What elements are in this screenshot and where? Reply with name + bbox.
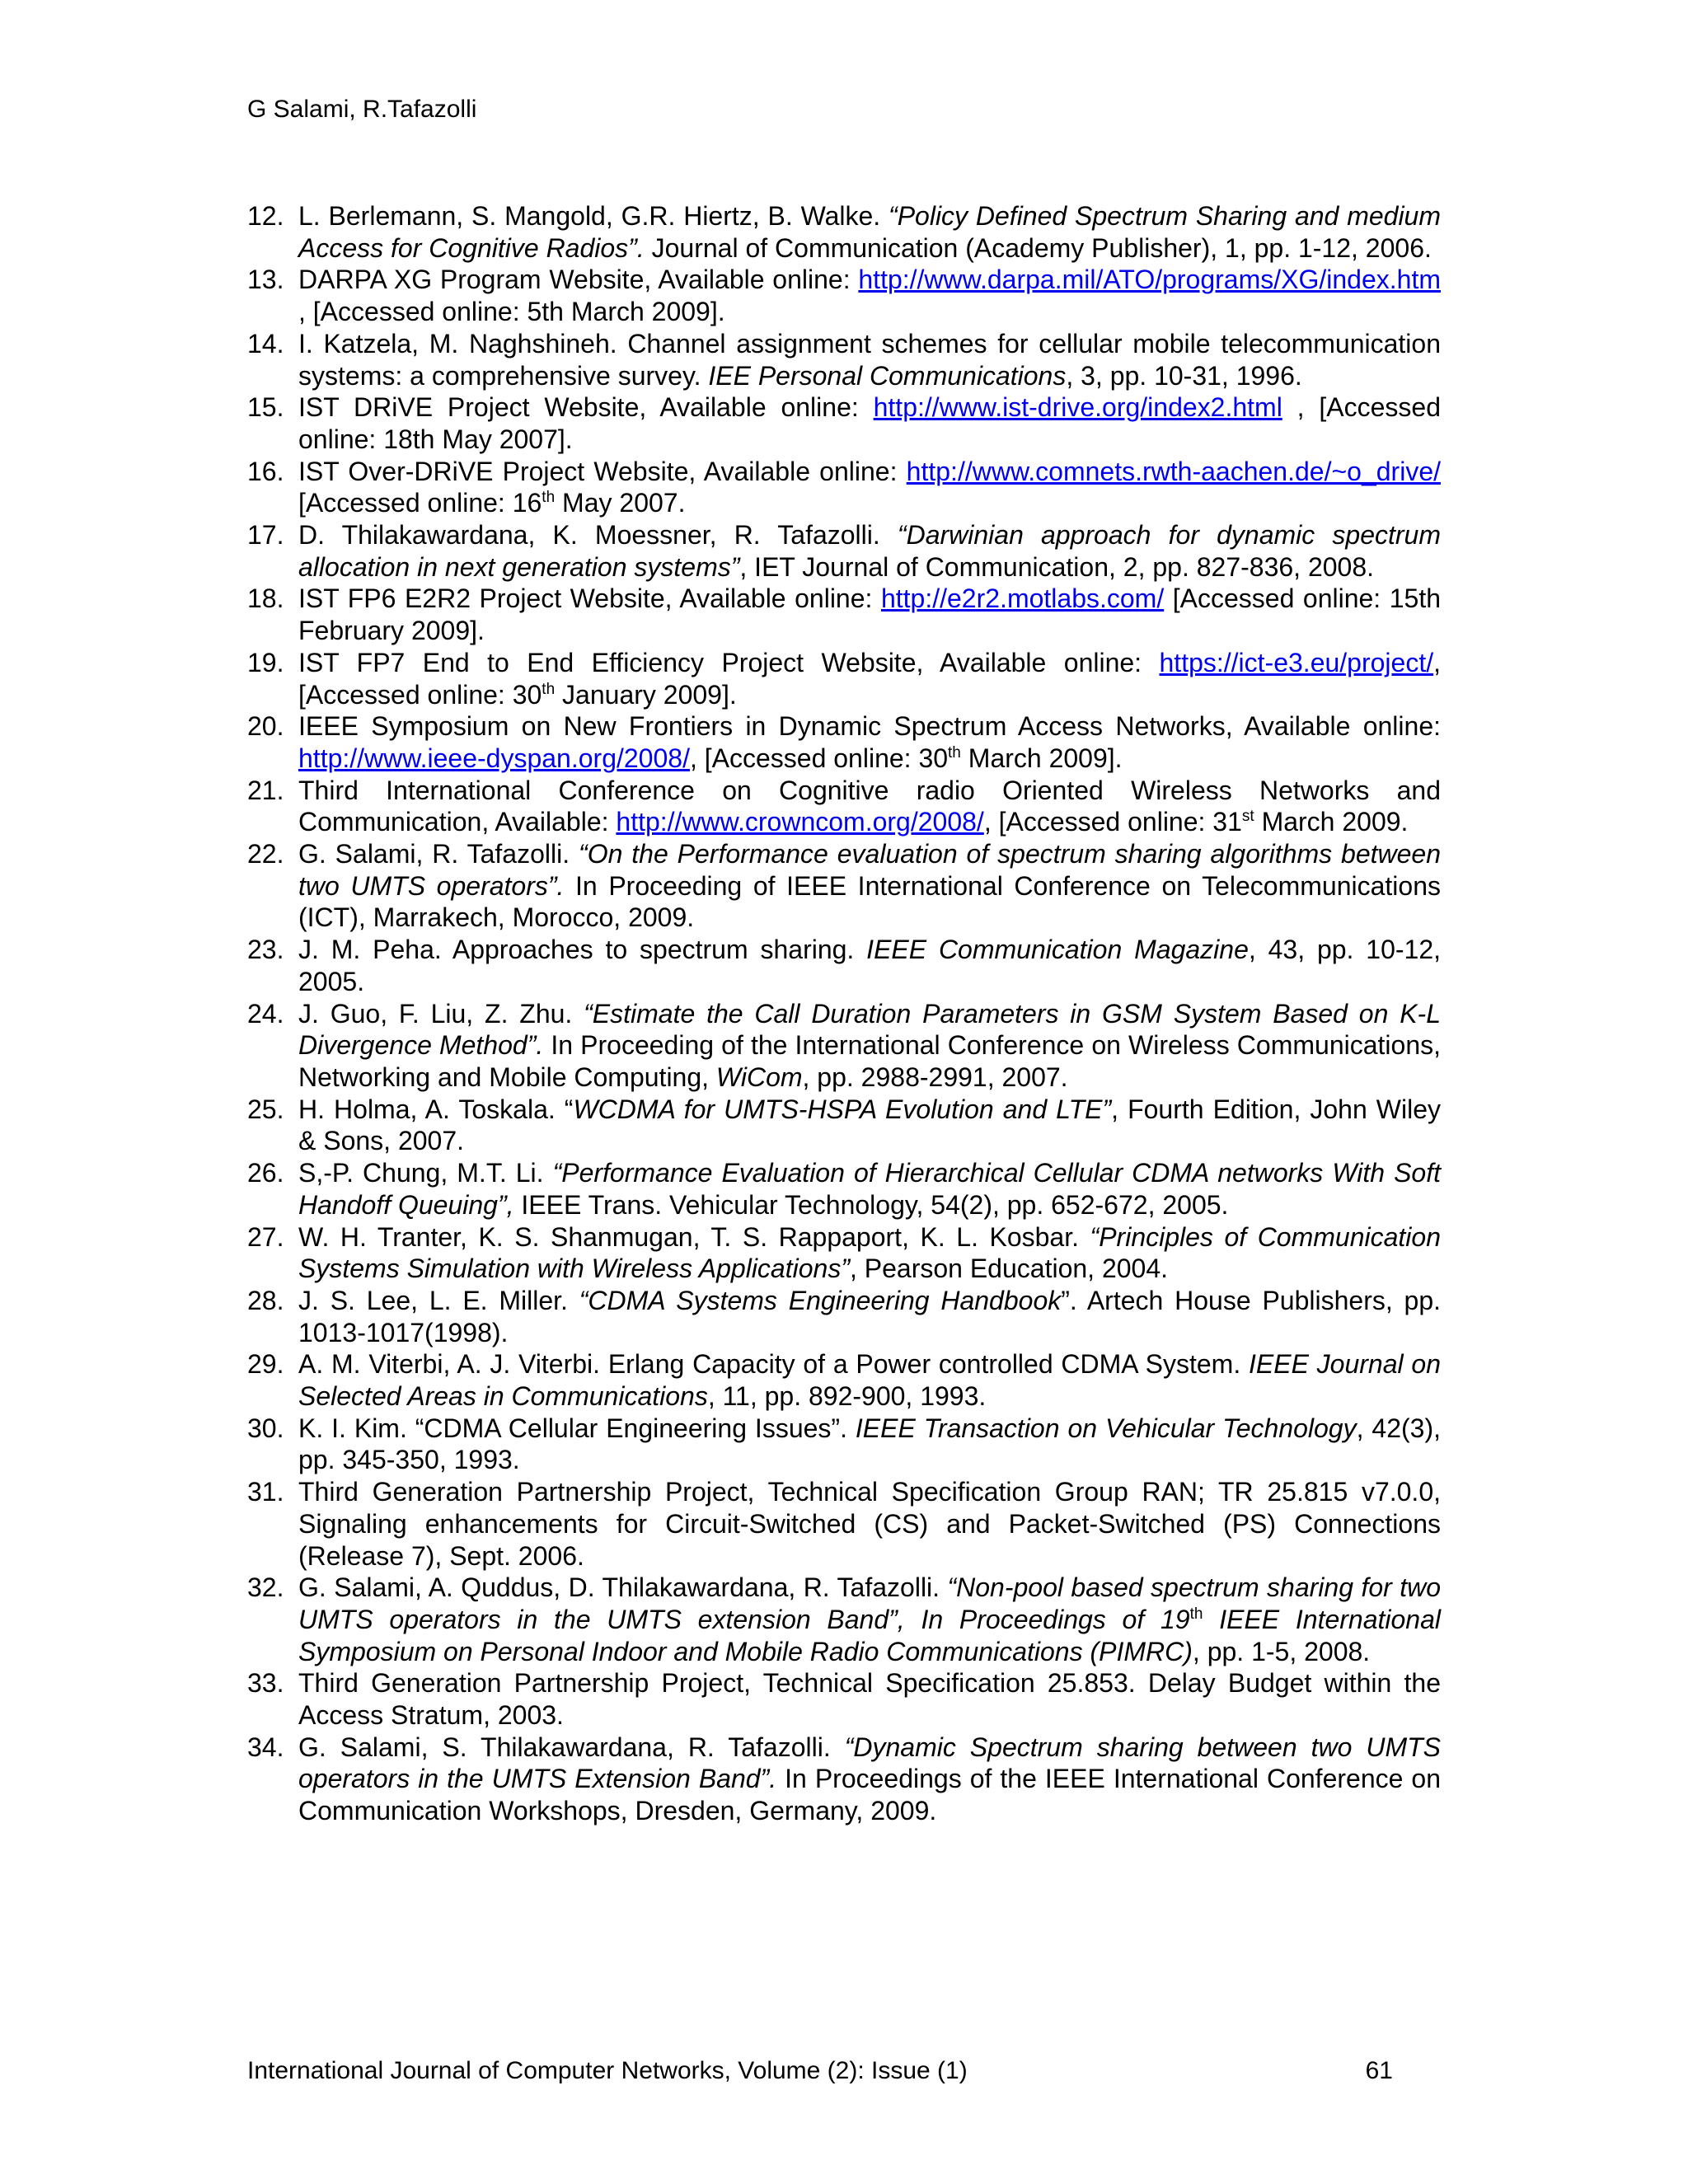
- reference-number: 34.: [247, 1732, 284, 1762]
- reference-segment: , IET Journal of Communication, 2, pp. 827-836, 2008.: [739, 551, 1375, 582]
- reference-item: [247, 710, 1441, 774]
- reference-item: [247, 519, 1441, 583]
- reference-segment: , pp. 2988-2991, 2007.: [802, 1062, 1068, 1092]
- reference-segment: March 2009].: [960, 743, 1123, 773]
- reference-segment: D. Thilakawardana, K. Moessner, R. Tafazolli.: [298, 520, 898, 551]
- reference-item: [247, 775, 1441, 838]
- reference-segment: In Proceeding of the International Conference on Wireless Communications, Networking and Mobile Computing,: [298, 1030, 1442, 1092]
- running-header: G Salami, R.Tafazolli: [247, 96, 477, 123]
- italic-title: IEEE Transaction on Vehicular Technology: [855, 1413, 1357, 1443]
- reference-segment: , [Accessed online: 31: [983, 807, 1242, 837]
- reference-item: [247, 1221, 1441, 1285]
- reference-text: [298, 1732, 1441, 1827]
- reference-segment: ”. Artech House Publishers, pp. 1013-1017(1998).: [298, 1285, 1442, 1347]
- italic-title: IEEE Journal on Selected Areas in Communications: [298, 1349, 1442, 1412]
- reference-segment: In Proceeding of IEEE International Conference on Telecommunications (ICT), Marrakech, Morocco, 2009.: [298, 870, 1442, 933]
- reference-number: 17.: [247, 520, 284, 551]
- reference-text: [298, 1413, 1441, 1476]
- italic-title: IEEE International Symposium on Personal Indoor and Mobile Radio Communications (PIMRC): [298, 1604, 1442, 1666]
- reference-item: [247, 328, 1441, 391]
- italic-title: IEEE Communication Magazine: [866, 935, 1249, 965]
- reference-number: 19.: [247, 647, 284, 677]
- italic-title: “Non-pool based spectrum sharing for two UMTS operators in the UMTS extension Band”, In Proceedings of 19: [298, 1572, 1442, 1634]
- reference-number: 30.: [247, 1413, 284, 1443]
- reference-number: 20.: [247, 711, 284, 742]
- reference-number: 23.: [247, 935, 284, 965]
- reference-segment: I. Katzela, M. Naghshineh. Channel assignment schemes for cellular mobile telecommunication systems: a comprehensive survey.: [298, 328, 1441, 391]
- reference-segment: , Pearson Education, 2004.: [849, 1254, 1169, 1284]
- reference-segment: J. M. Peha. Approaches to spectrum sharing.: [298, 935, 867, 965]
- reference-segment: G. Salami, A. Quddus, D. Thilakawardana, R. Tafazolli.: [298, 1572, 948, 1603]
- reference-segment: January 2009].: [555, 679, 737, 710]
- reference-segment: J. S. Lee, L. E. Miller.: [298, 1285, 579, 1315]
- reference-text: [298, 264, 1441, 327]
- reference-segment: [Accessed online: 15th February 2009].: [298, 583, 1442, 646]
- reference-link[interactable]: http://www.comnets.rwth-aachen.de/~o_drive/: [906, 456, 1441, 486]
- reference-number: 24.: [247, 998, 284, 1029]
- reference-number: 18.: [247, 583, 284, 614]
- reference-text: [298, 710, 1441, 774]
- reference-segment: K. I. Kim. “CDMA Cellular Engineering Issues”.: [298, 1413, 856, 1443]
- reference-item: [247, 1285, 1441, 1348]
- reference-item: [247, 647, 1441, 710]
- reference-segment: S,-P. Chung, M.T. Li.: [298, 1158, 553, 1188]
- reference-item: [247, 1667, 1441, 1731]
- reference-segment: J. Guo, F. Liu, Z. Zhu.: [298, 998, 584, 1029]
- reference-text: [298, 1221, 1441, 1285]
- reference-segment: , 3, pp. 10-31, 1996.: [1066, 360, 1302, 391]
- reference-item: [247, 1094, 1441, 1157]
- reference-item: [247, 1157, 1441, 1221]
- ordinal-superscript: th: [1189, 1605, 1203, 1623]
- reference-text: [298, 328, 1441, 391]
- reference-item: [247, 1572, 1441, 1667]
- ordinal-superscript: st: [1241, 808, 1254, 826]
- reference-segment: Journal of Communication (Academy Publisher), 1, pp. 1-12, 2006.: [644, 232, 1432, 263]
- reference-number: 21.: [247, 775, 284, 805]
- reference-text: [298, 583, 1441, 646]
- reference-segment: May 2007.: [555, 488, 686, 518]
- reference-item: [247, 1413, 1441, 1476]
- ordinal-superscript: th: [948, 743, 961, 762]
- reference-segment: , Fourth Edition, John Wiley & Sons, 2007.: [298, 1094, 1442, 1156]
- reference-segment: IST FP6 E2R2 Project Website, Available online:: [298, 583, 881, 614]
- reference-item: [247, 583, 1441, 646]
- reference-text: [298, 934, 1441, 997]
- italic-title: “Estimate the Call Duration Parameters in GSM System Based on K-L Divergence Method”.: [298, 998, 1442, 1061]
- reference-segment: IEEE Trans. Vehicular Technology, 54(2), pp. 652-672, 2005.: [513, 1189, 1229, 1220]
- reference-segment: W. H. Tranter, K. S. Shanmugan, T. S. Rappaport, K. L. Kosbar.: [298, 1221, 1090, 1252]
- reference-segment: DARPA XG Program Website, Available online:: [298, 265, 859, 295]
- reference-number: 33.: [247, 1668, 284, 1699]
- reference-number: 31.: [247, 1477, 284, 1507]
- reference-text: [298, 1476, 1441, 1572]
- reference-text: [298, 391, 1441, 455]
- reference-segment: IST FP7 End to End Efficiency Project Website, Available online:: [298, 647, 1160, 677]
- italic-title: WiCom: [715, 1062, 803, 1092]
- reference-number: 32.: [247, 1572, 284, 1603]
- reference-text: [298, 456, 1441, 519]
- reference-item: [247, 1476, 1441, 1572]
- page-footer: [247, 2057, 1393, 2085]
- reference-segment: G. Salami, S. Thilakawardana, R. Tafazolli.: [298, 1732, 845, 1762]
- italic-title: “Policy Defined Spectrum Sharing and medium Access for Cognitive Radios”.: [298, 201, 1441, 263]
- reference-text: [298, 775, 1441, 838]
- reference-segment: G. Salami, R. Tafazolli.: [298, 839, 579, 869]
- reference-segment: , pp. 1-5, 2008.: [1192, 1636, 1371, 1666]
- reference-segment: Third International Conference on Cognitive radio Oriented Wireless Networks and Communication, Available:: [298, 775, 1441, 837]
- italic-title: WCDMA for UMTS-HSPA Evolution and LTE”: [573, 1094, 1112, 1124]
- reference-item: [247, 264, 1441, 327]
- reference-item: [247, 998, 1441, 1094]
- reference-text: [298, 200, 1441, 264]
- reference-item: [247, 456, 1441, 519]
- reference-text: [298, 1157, 1441, 1221]
- reference-link[interactable]: http://www.ist-drive.org/index2.html: [873, 392, 1282, 423]
- reference-text: [298, 1285, 1441, 1348]
- italic-title: “On the Performance evaluation of spectrum sharing algorithms between two UMTS operators”.: [298, 839, 1442, 901]
- reference-text: [298, 1094, 1441, 1157]
- reference-link[interactable]: http://www.darpa.mil/ATO/programs/XG/index.htm: [858, 265, 1441, 295]
- reference-number: 22.: [247, 839, 284, 869]
- reference-segment: H. Holma, A. Toskala. “: [298, 1094, 574, 1124]
- reference-list: [247, 200, 1441, 1827]
- reference-link[interactable]: https://ict-e3.eu/project/: [1159, 647, 1434, 677]
- reference-segment: IEEE Symposium on New Frontiers in Dynamic Spectrum Access Networks, Available online:: [298, 711, 1441, 742]
- reference-segment: IST DRiVE Project Website, Available online:: [298, 392, 874, 423]
- reference-number: 14.: [247, 328, 284, 359]
- reference-segment: , 43, pp. 10-12, 2005.: [298, 935, 1442, 996]
- reference-number: 16.: [247, 456, 284, 486]
- reference-item: [247, 1348, 1441, 1412]
- reference-number: 28.: [247, 1285, 284, 1315]
- italic-title: “Dynamic Spectrum sharing between two UMTS operators in the UMTS Extension Band”.: [298, 1732, 1442, 1794]
- reference-segment: , [Accessed online: 30: [689, 743, 949, 773]
- reference-link[interactable]: http://www.crowncom.org/2008/: [616, 807, 984, 837]
- page-number: 61: [1365, 2057, 1393, 2084]
- reference-segment: , 42(3), pp. 345-350, 1993.: [298, 1413, 1442, 1475]
- reference-segment: Third Generation Partnership Project, Technical Specification Group RAN; TR 25.815 v7.0.0, Signaling enhancements for Circuit-Switched (CS) and Packet-Switched (PS) Connections (Release 7), Sept. 2006.: [298, 1477, 1441, 1571]
- reference-segment: , [Accessed online: 30: [298, 647, 1441, 710]
- reference-item: [247, 1732, 1441, 1827]
- reference-link[interactable]: http://e2r2.motlabs.com/: [880, 583, 1165, 614]
- reference-segment: [Accessed online: 16: [298, 488, 542, 518]
- italic-title: IEE Personal Communications: [708, 360, 1067, 391]
- reference-number: 25.: [247, 1094, 284, 1124]
- reference-segment: IST Over-DRiVE Project Website, Available online:: [298, 456, 907, 486]
- reference-text: [298, 838, 1441, 934]
- ordinal-superscript: th: [542, 489, 556, 507]
- reference-segment: In Proceedings of the IEEE International Conference on Communication Workshops, Dresden, Germany, 2009.: [298, 1764, 1442, 1826]
- italic-title: “Principles of Communication Systems Simulation with Wireless Applications”: [298, 1221, 1441, 1284]
- reference-segment: A. M. Viterbi, A. J. Viterbi. Erlang Capacity of a Power controlled CDMA System.: [298, 1349, 1249, 1380]
- reference-text: [298, 519, 1441, 583]
- reference-text: [298, 1667, 1441, 1731]
- reference-text: [298, 1572, 1441, 1667]
- reference-number: 27.: [247, 1221, 284, 1252]
- ordinal-superscript: th: [542, 680, 556, 698]
- reference-number: 29.: [247, 1349, 284, 1380]
- reference-number: 26.: [247, 1158, 284, 1188]
- reference-number: 13.: [247, 265, 284, 295]
- reference-segment: March 2009.: [1254, 807, 1409, 837]
- reference-item: [247, 934, 1441, 997]
- reference-text: [298, 1348, 1441, 1412]
- reference-number: 15.: [247, 392, 284, 423]
- reference-segment: , 11, pp. 892-900, 1993.: [707, 1381, 987, 1412]
- italic-title: “Performance Evaluation of Hierarchical Cellular CDMA networks With Soft Handoff Queuing”,: [298, 1158, 1441, 1220]
- reference-segment: , [Accessed online: 5th March 2009].: [298, 297, 725, 327]
- italic-title: “Darwinian approach for dynamic spectrum allocation in next generation systems”: [298, 520, 1442, 582]
- reference-item: [247, 391, 1441, 455]
- reference-text: [298, 998, 1441, 1094]
- italic-title: “CDMA Systems Engineering Handbook: [579, 1285, 1062, 1315]
- reference-segment: , [Accessed online: 18th May 2007].: [298, 392, 1442, 454]
- reference-text: [298, 647, 1441, 710]
- journal-name: International Journal of Computer Networks, Volume (2): Issue (1): [247, 2057, 968, 2084]
- reference-link[interactable]: http://www.ieee-dyspan.org/2008/: [298, 743, 690, 773]
- reference-item: [247, 838, 1441, 934]
- reference-number: 12.: [247, 201, 284, 231]
- reference-segment: L. Berlemann, S. Mangold, G.R. Hiertz, B. Walke.: [298, 201, 889, 231]
- reference-item: [247, 200, 1441, 264]
- reference-segment: Third Generation Partnership Project, Technical Specification 25.853. Delay Budget within the Access Stratum, 2003.: [298, 1668, 1441, 1731]
